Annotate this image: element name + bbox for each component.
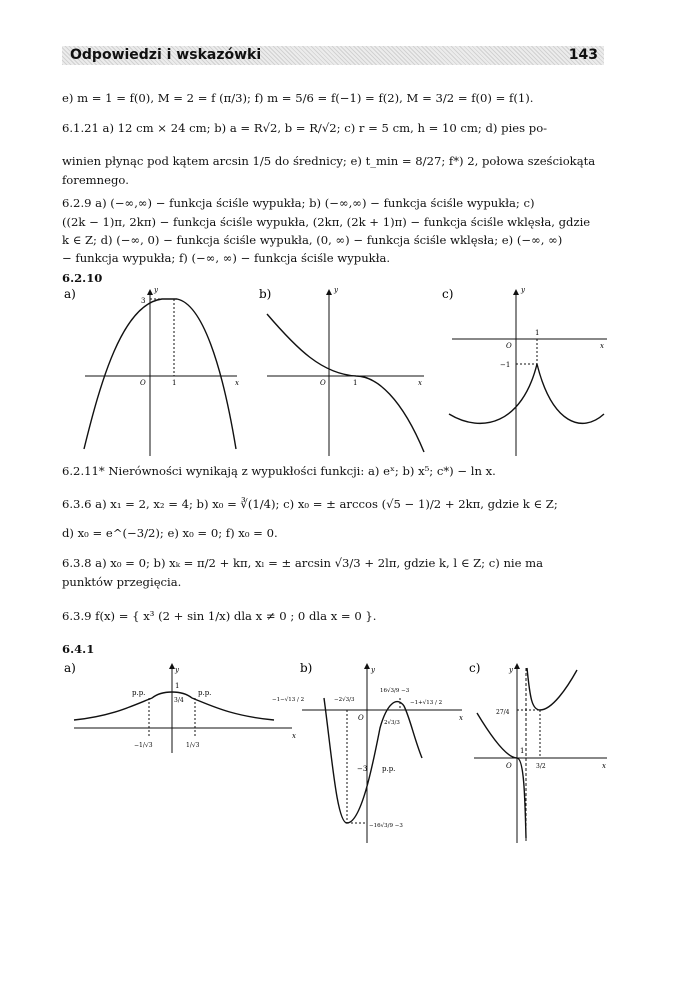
fig2-c-value-274: 27/4 xyxy=(496,709,510,716)
fig2-b-x-label: x xyxy=(459,714,463,722)
page-number: 143 xyxy=(568,47,598,63)
fig2-a-label: a) xyxy=(64,661,76,675)
fig2-a-y-label: y xyxy=(175,666,179,674)
fig1-b-curve xyxy=(267,314,424,452)
fig2-b-y-label: y xyxy=(371,666,375,674)
fig1-c-y-label: y xyxy=(521,286,525,294)
fig1-a-tick-1: 1 xyxy=(172,379,177,387)
fig2-c-curve-left xyxy=(477,713,526,838)
header-title: Odpowiedzi i wskazówki xyxy=(70,47,262,63)
text-line-4: foremnego. xyxy=(62,173,129,187)
fig2-a-xl: −1/√3 xyxy=(134,742,153,749)
fig1-a-origin: O xyxy=(140,379,146,387)
figure-6-4-1 xyxy=(62,658,622,848)
fig2-b-origin: O xyxy=(358,714,364,722)
fig2-b-curve xyxy=(324,698,422,823)
fig1-b-origin: O xyxy=(320,379,326,387)
text-line-3: winien płynąc pod kątem arcsin 1/5 do średnicy; e) t_min = 8/27; f*) 2, połowa sześciokąta xyxy=(62,154,596,168)
fig2-c-curve-right xyxy=(527,668,577,710)
fig1-c-tick-m1: −1 xyxy=(500,361,511,369)
fig2-c-origin: O xyxy=(506,762,512,770)
fig2-b-t2: −2√3/3 xyxy=(334,697,355,703)
text-line-6-3-8: 6.3.8 a) x₀ = 0; b) xₖ = π/2 + kπ, xₗ = ± arcsin √3/3 + 2lπ, gdzie k, l ∈ Z; c) nie ma xyxy=(62,556,544,570)
fig2-a-tick-1: 1 xyxy=(175,682,180,690)
fig1-c-tick-1: 1 xyxy=(535,329,540,337)
fig2-c-value-32: 3/2 xyxy=(536,763,546,770)
fig2-c-x-label: x xyxy=(602,762,606,770)
fig1-c-origin: O xyxy=(506,342,512,350)
fig2-b-t6: −16√3/9 −3 xyxy=(369,823,403,829)
fig1-b-y-label: y xyxy=(334,286,338,294)
fig1-a-label: a) xyxy=(64,287,76,301)
text-line-8: − funkcja wypukła; f) (−∞, ∞) − funkcja ściśle wypukła. xyxy=(62,251,391,265)
fig2-b-t3: 16√3/9 −3 xyxy=(380,688,410,694)
text-line-2: 6.1.21 a) 12 cm × 24 cm; b) a = R√2, b = R/√2; c) r = 5 cm, h = 10 cm; d) pies po- xyxy=(62,121,548,135)
fig2-a-xr: 1/√3 xyxy=(186,742,200,749)
fig2-b-tick-m3: −3 xyxy=(357,765,368,773)
fig2-b-label: b) xyxy=(300,661,313,675)
section-6-2-10: 6.2.10 xyxy=(62,271,103,285)
running-header xyxy=(62,46,604,65)
text-line-1: e) m = 1 = f(0), M = 2 = f (π/3); f) m = 5/6 = f(−1) = f(2), M = 3/2 = f(0) = f(1). xyxy=(62,91,534,105)
section-6-4-1: 6.4.1 xyxy=(62,642,95,656)
fig2-a-value-34: 3/4 xyxy=(174,697,184,704)
fig1-a-curve xyxy=(84,299,236,449)
fig2-a-pp-left: p.p. xyxy=(132,689,146,697)
fig2-b-t1: −1−√13 / 2 xyxy=(272,697,305,703)
fig1-c-label: c) xyxy=(442,287,454,301)
figure-6-2-10 xyxy=(62,284,622,462)
fig1-c-curve xyxy=(449,364,604,423)
text-line-6-3-6: 6.3.6 a) x₁ = 2, x₂ = 4; b) x₀ = ∛(1/4); c) x₀ = ± arccos (√5 − 1)/2 + 2kπ, gdzie k ∈ Z; xyxy=(62,497,558,511)
text-line-5: 6.2.9 a) (−∞,∞) − funkcja ściśle wypukła; b) (−∞,∞) − funkcja ściśle wypukła; c) xyxy=(62,196,535,210)
fig2-a-x-label: x xyxy=(292,732,296,740)
fig2-a-pp-right: p.p. xyxy=(198,689,212,697)
fig1-a-x-label: x xyxy=(235,379,239,387)
text-line-7: k ∈ Z; d) (−∞, 0) − funkcja ściśle wypukła, (0, ∞) − funkcja ściśle wklęsła; e) (−∞, ∞) xyxy=(62,233,563,247)
fig1-a-y-label: y xyxy=(154,286,158,294)
text-line-6-3-8-cont: punktów przegięcia. xyxy=(62,575,182,589)
fig1-a-tick-3: 3 xyxy=(141,297,146,305)
text-line-6: ((2k − 1)π, 2kπ) − funkcja ściśle wypukła, (2kπ, (2k + 1)π) − funkcja ściśle wklęsła, gdzie xyxy=(62,215,591,229)
fig2-b-t4: −1+√13 / 2 xyxy=(410,700,443,706)
fig1-c-x-label: x xyxy=(600,342,604,350)
fig2-c-tick-1: 1 xyxy=(520,747,525,755)
fig2-c-y-label: y xyxy=(509,666,513,674)
fig1-b-x-label: x xyxy=(418,379,422,387)
text-line-6-2-11: 6.2.11* Nierówności wynikają z wypukłości funkcji: a) eˣ; b) x⁵; c*) − ln x. xyxy=(62,464,496,478)
text-line-6-3-6-cont: d) x₀ = e^(−3/2); e) x₀ = 0; f) x₀ = 0. xyxy=(62,526,278,540)
text-line-6-3-9: 6.3.9 f(x) = { x³ (2 + sin 1/x) dla x ≠ 0 ; 0 dla x = 0 }. xyxy=(62,609,377,623)
fig2-c-label: c) xyxy=(469,661,481,675)
fig1-b-label: b) xyxy=(259,287,272,301)
fig2-b-t5: 2√3/3 xyxy=(384,720,400,726)
fig1-b-tick-1: 1 xyxy=(353,379,358,387)
fig2-b-pp: p.p. xyxy=(382,765,396,773)
